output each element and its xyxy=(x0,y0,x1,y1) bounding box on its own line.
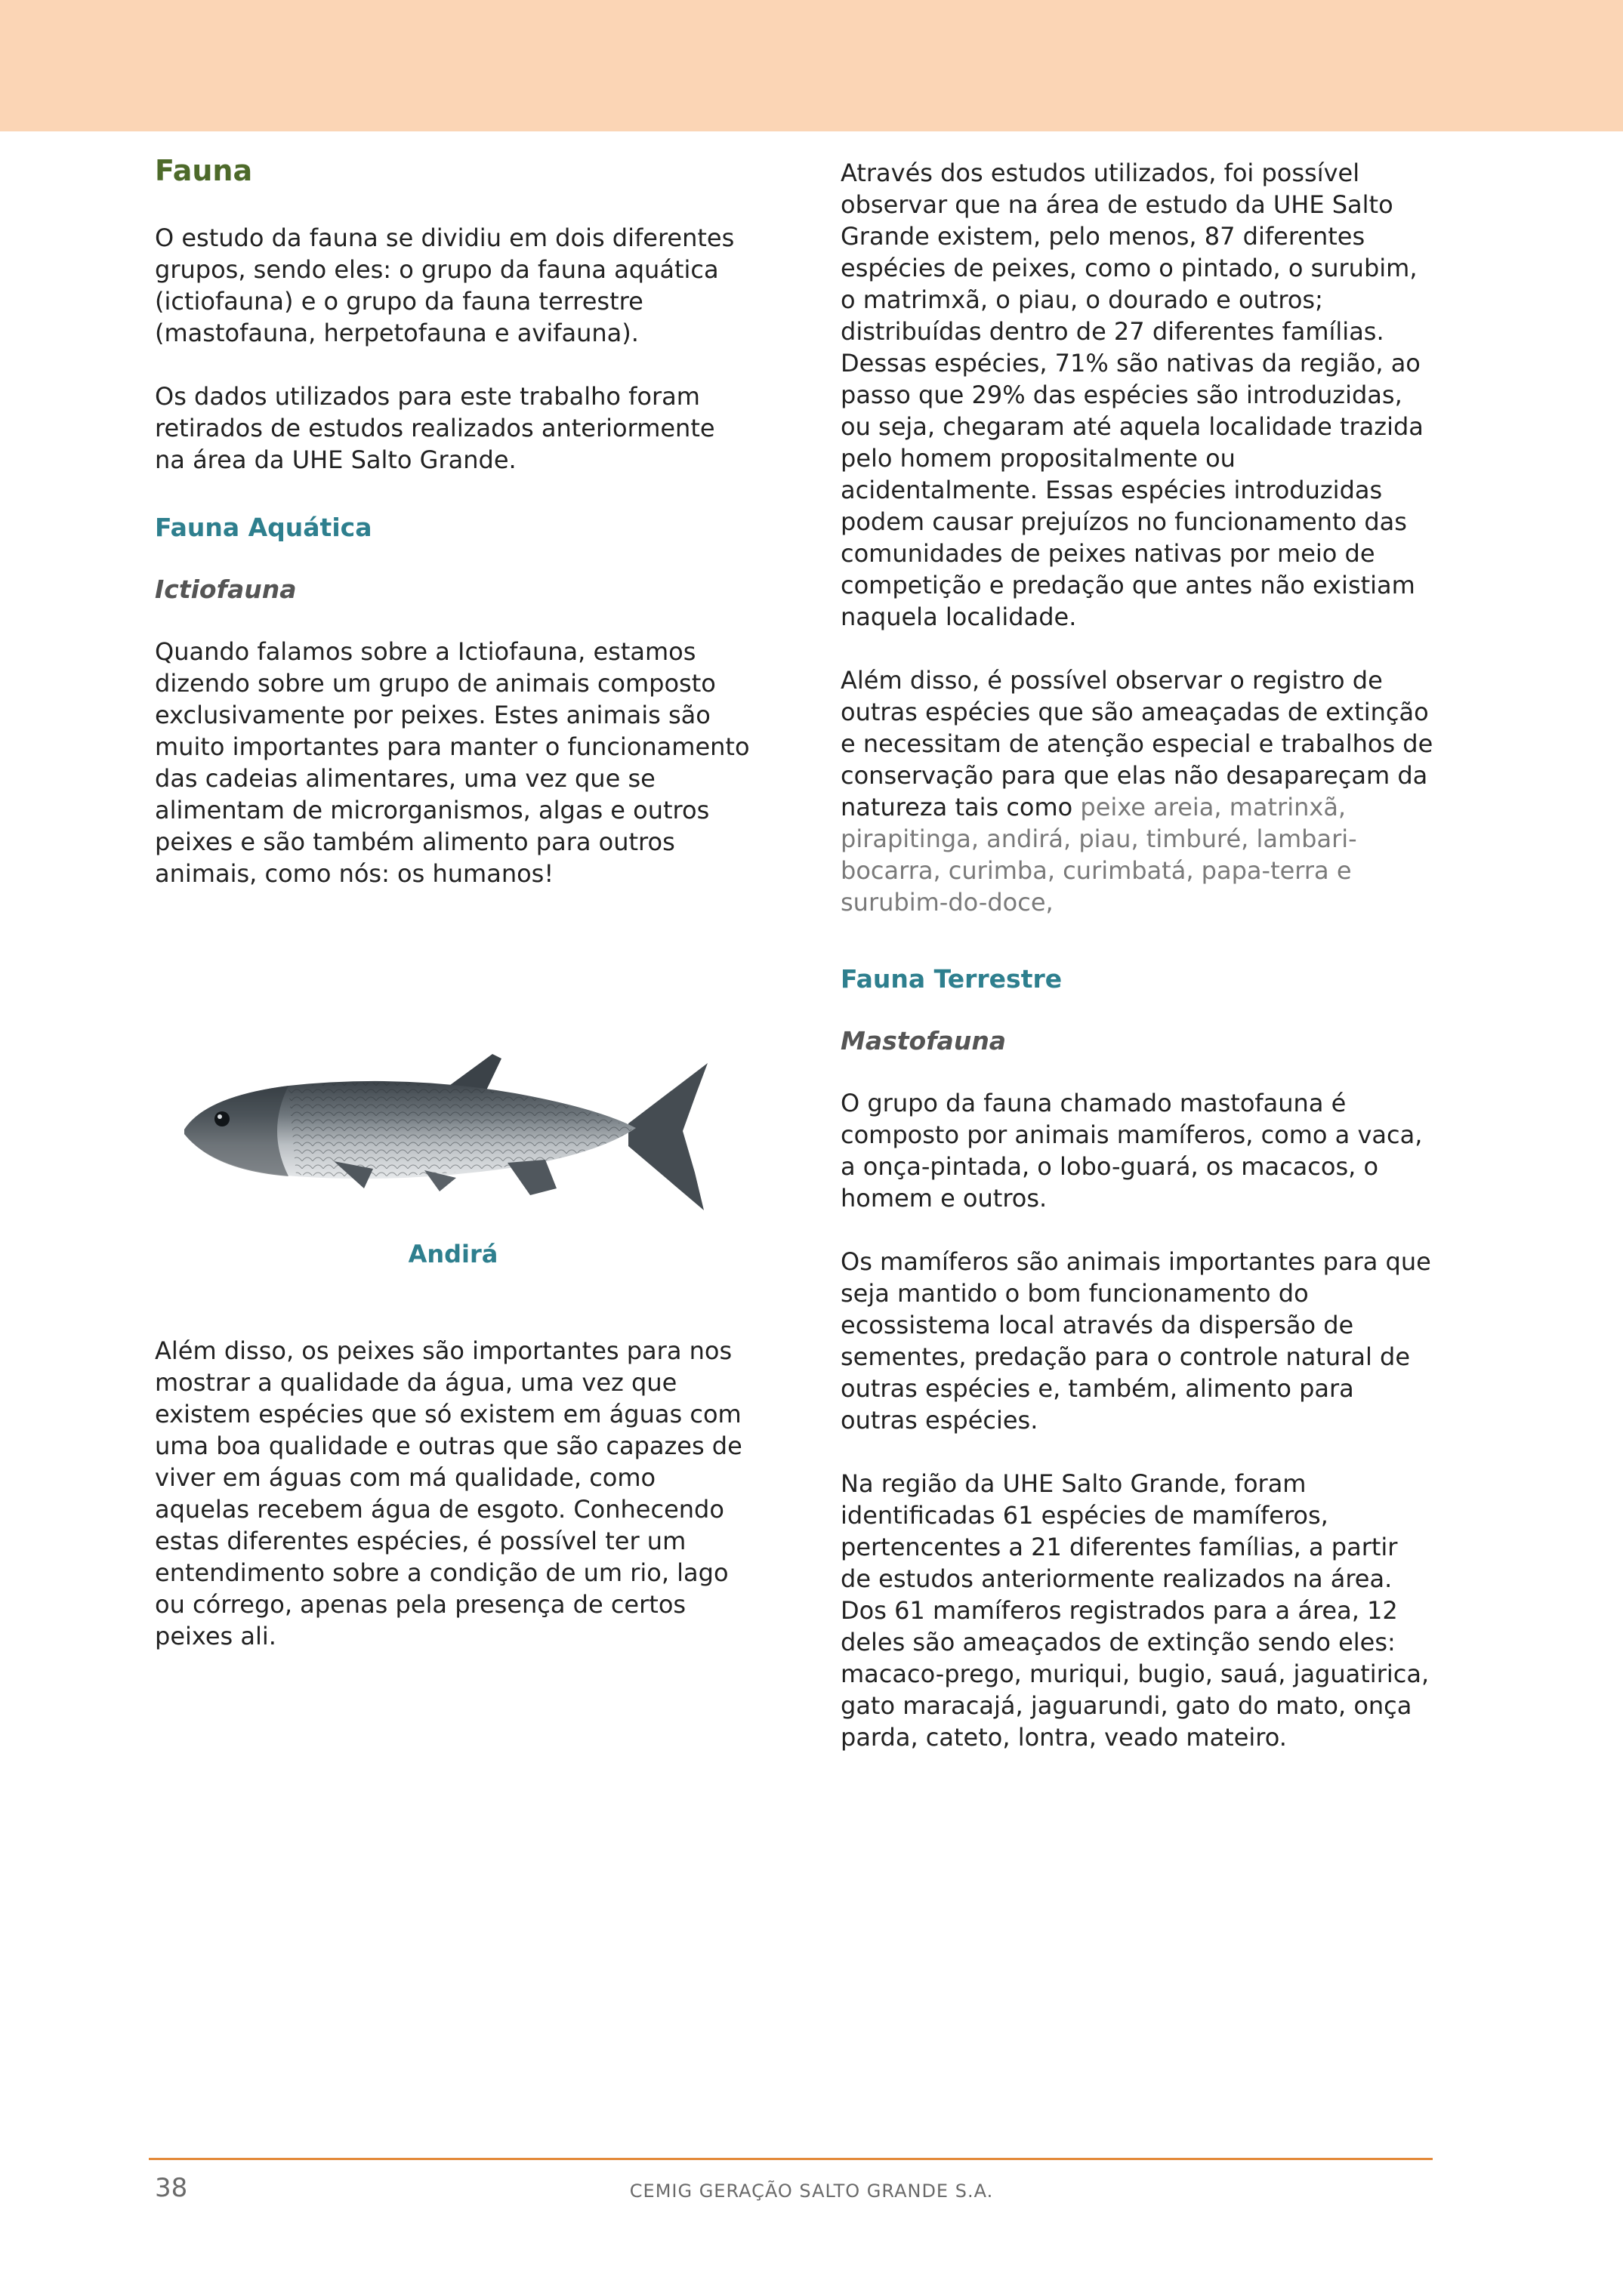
threatened-fish-paragraph xyxy=(841,664,1433,918)
subheading-ictiofauna: Ictiofauna xyxy=(155,575,297,604)
fish-caption: Andirá xyxy=(408,1240,498,1268)
left-column-continued xyxy=(155,1335,751,1684)
page-number: 38 xyxy=(155,2173,188,2203)
left-column xyxy=(155,151,751,921)
threatened-fish-list: peixe areia, matrinxã, pirapitinga, andirá, piau, timburé, lambari-bocarra, curimba, curimbatá, papa-terra e surubim-do-doce, xyxy=(841,793,1357,917)
ictiofauna-paragraph: Quando falamos sobre a Ictiofauna, estamos dizendo sobre um grupo de animais composto exclusivamente por peixes. Estes animais são muito importantes para manter o funcionamento das cadeias alimentares, uma vez que se alimentam de microrganismos, algas e outros peixes e são também alimento para outros animais, como nós: os humanos! xyxy=(155,637,750,888)
anal-fin xyxy=(508,1160,557,1195)
footer-rule xyxy=(149,2158,1433,2160)
right-column xyxy=(841,157,1433,1785)
subheading-mastofauna: Mastofauna xyxy=(841,1026,1007,1056)
mastofauna-paragraph: O grupo da fauna chamado mastofauna é composto por animais mamíferos, como a vaca, a onça-pintada, o lobo-guará, os macacos, o homem e outros. xyxy=(841,1089,1423,1213)
water-quality-paragraph: Além disso, os peixes são importantes para nos mostrar a qualidade da água, uma vez que existem espécies que só existem em águas com uma boa qualidade e outras que são capazes de viver em águas com má qualidade, como aquelas recebem água de esgoto. Conhecendo estas diferentes espécies, é possível ter um entendimento sobre a condição de um rio, lago ou córrego, apenas pela presença de certos peixes ali. xyxy=(155,1336,742,1650)
footer-company-name: CEMIG GERAÇÃO SALTO GRANDE S.A. xyxy=(629,2180,994,2202)
fish-eye xyxy=(214,1111,230,1126)
mammals-importance-paragraph: Os mamíferos são animais importantes para que seja mantido o bom funcionamento do ecossistema local através da dispersão de sementes, predação para o controle natural de outras espécies e, também, alimento para outras espécies. xyxy=(841,1247,1431,1435)
threatened-fish-intro: Além disso, é possível observar o registro de outras espécies que são ameaçadas de extinção e necessitam de atenção especial e trabalhos de conservação para que elas não desapareçam da natureza tais como xyxy=(841,666,1433,821)
fauna-intro-paragraph: O estudo da fauna se dividiu em dois diferentes grupos, sendo eles: o grupo da fauna aquática (ictiofauna) e o grupo da fauna terrestre (mastofauna, herpetofauna e avifauna). xyxy=(155,223,735,347)
section-title-fauna: Fauna xyxy=(155,154,253,187)
header-band xyxy=(0,0,1623,131)
tail-fin xyxy=(628,1063,708,1210)
subheading-fauna-aquatica: Fauna Aquática xyxy=(155,513,372,542)
andira-fish-image xyxy=(175,1040,719,1222)
fish-species-paragraph: Através dos estudos utilizados, foi possível observar que na área de estudo da UHE Salto Grande existem, pelo menos, 87 diferentes espécies de peixes, como o pintado, o surubim, o matrimxã, o piau, o dourado e outros; distribuídas dentro de 27 diferentes famílias. Dessas espécies, 71% são nativas da região, ao passo que 29% das espécies são introduzidas, ou seja, chegaram até aquela localidade trazida pelo homem propositalmente ou acidentalmente. Essas espécies introduzidas podem causar prejuízos no funcionamento das comunidades de peixes nativas por meio de competição e predação que antes não existiam naquela localidade. xyxy=(841,159,1424,631)
subheading-fauna-terrestre: Fauna Terrestre xyxy=(841,964,1063,994)
fish-head xyxy=(184,1086,288,1176)
mammals-species-paragraph: Na região da UHE Salto Grande, foram identificadas 61 espécies de mamíferos, pertencentes a 21 diferentes famílias, a partir de estudos anteriormente realizados na área. Dos 61 mamíferos registrados para a área, 12 deles são ameaçados de extinção sendo eles: macaco-prego, muriqui, bugio, sauá, jaguatirica, gato maracajá, jaguarundi, gato do mato, onça parda, cateto, lontra, veado mateiro. xyxy=(841,1469,1430,1752)
fauna-data-source-paragraph: Os dados utilizados para este trabalho foram retirados de estudos realizados anteriormente na área da UHE Salto Grande. xyxy=(155,382,715,474)
